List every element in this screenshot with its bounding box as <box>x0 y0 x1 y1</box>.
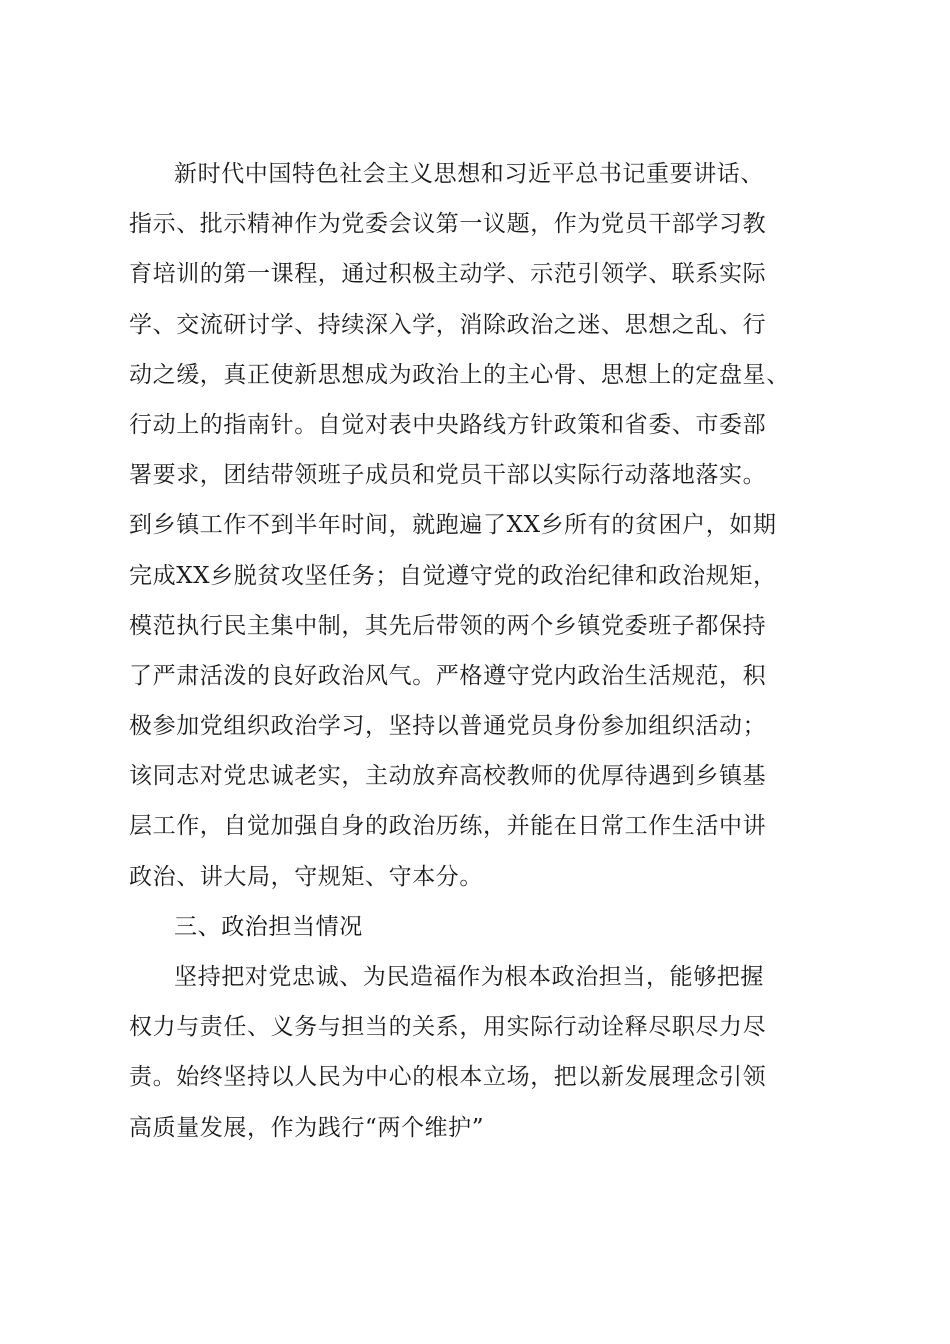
section-heading: 三、政治担当情况 <box>174 914 363 940</box>
paragraph-line: 坚持把对党忠诚、为民造福作为根本政治担当，能够把握 <box>174 964 764 990</box>
paragraph-line: 完成XX乡脱贫攻坚任务；自觉遵守党的政治纪律和政治规矩， <box>129 563 777 589</box>
paragraph-line: 政治、讲大局，守规矩、守本分。 <box>129 864 483 890</box>
paragraph-line: 极参加党组织政治学习，坚持以普通党员身份参加组织活动； <box>129 713 767 739</box>
paragraph-line: 动之缓，真正使新思想成为政治上的主心骨、思想上的定盘星、 <box>129 362 790 388</box>
paragraph-line: 新时代中国特色社会主义思想和习近平总书记重要讲话、 <box>174 161 764 187</box>
paragraph-line: 高质量发展，作为践行“两个维护” <box>129 1115 485 1141</box>
paragraph-line: 权力与责任、义务与担当的关系，用实际行动诠释尽职尽力尽 <box>129 1014 767 1040</box>
paragraph-line: 层工作，自觉加强自身的政治历练，并能在日常工作生活中讲 <box>129 813 767 839</box>
paragraph-line: 行动上的指南针。自觉对表中央路线方针政策和省委、市委部 <box>129 412 767 438</box>
paragraph-line: 责。始终坚持以人民为中心的根本立场，把以新发展理念引领 <box>129 1064 767 1090</box>
paragraph-line: 了严肃活泼的良好政治风气。严格遵守党内政治生活规范，积 <box>129 663 767 689</box>
paragraph-line: 学、交流研讨学、持续深入学，消除政治之迷、思想之乱、行 <box>129 312 767 338</box>
paragraph-line: 署要求，团结带领班子成员和党员干部以实际行动落地落实。 <box>129 462 767 488</box>
paragraph-line: 育培训的第一课程，通过积极主动学、示范引领学、联系实际 <box>129 261 767 287</box>
paragraph-line: 模范执行民主集中制，其先后带领的两个乡镇党委班子都保持 <box>129 613 767 639</box>
paragraph-line: 该同志对党忠诚老实，主动放弃高校教师的优厚待遇到乡镇基 <box>129 763 767 789</box>
paragraph-line: 到乡镇工作不到半年时间，就跑遍了XX乡所有的贫困户，如期 <box>129 512 777 538</box>
paragraph-line: 指示、批示精神作为党委会议第一议题，作为党员干部学习教 <box>129 211 767 237</box>
